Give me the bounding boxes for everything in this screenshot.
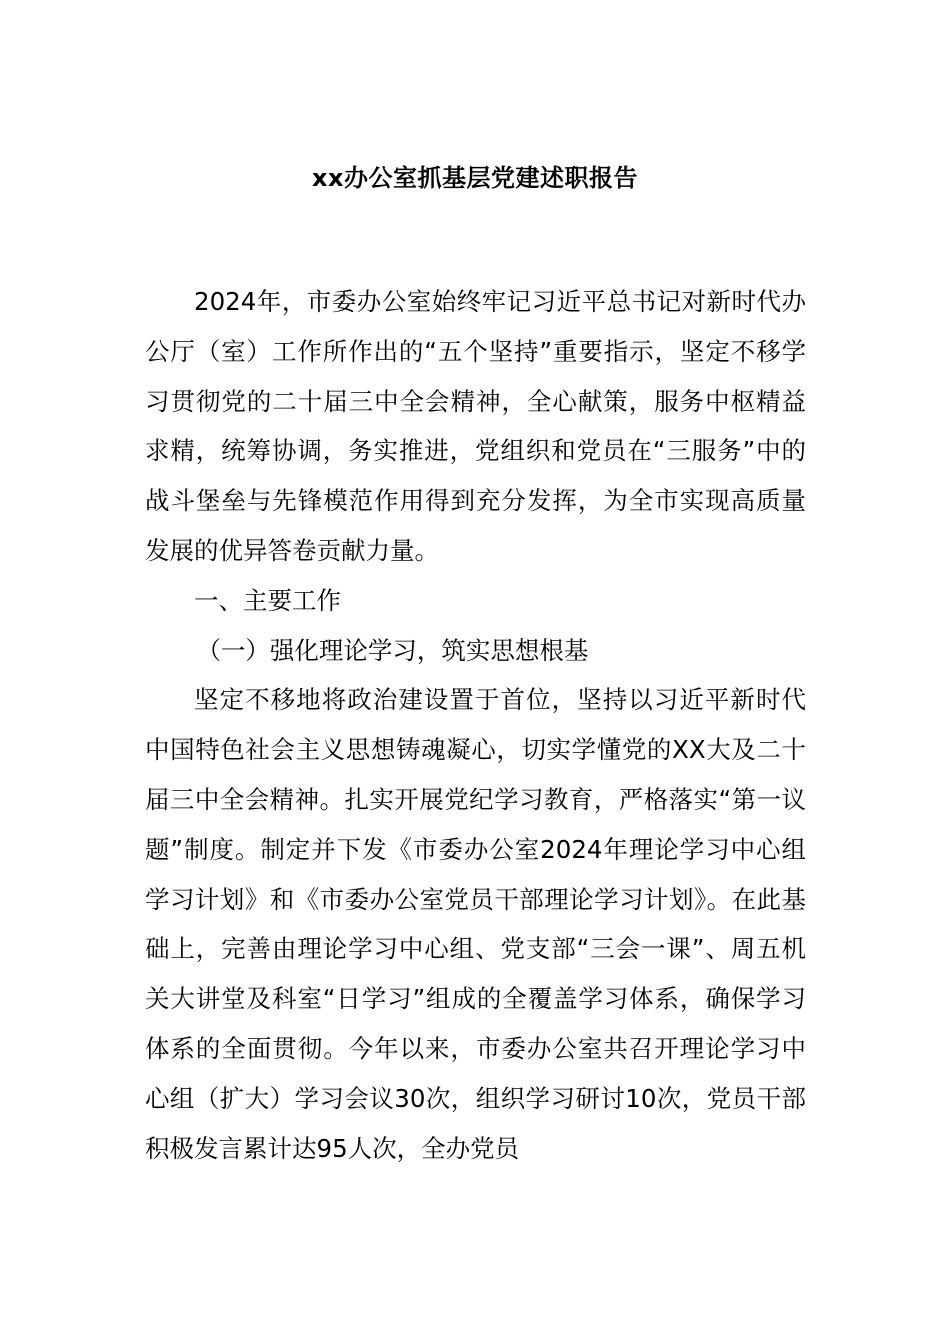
section-heading-main-work: 一、主要工作 bbox=[194, 585, 341, 615]
document-title: xx办公室抓基层党建述职报告 bbox=[312, 164, 638, 192]
intro-paragraph: 2024年，市委办公室始终牢记习近平总书记对新时代办公厅（室）工作所作出的“五个坚持”重要指示，坚定不移学习贯彻党的二十届三中全会精神，全心献策，服务中枢精益求精，统筹协调，务实推进，党组织和党员在“三服务”中的战斗堡垒与先锋模范作用得到充分发挥，为全市实现高质量发展的优异答卷贡献力量。 bbox=[145, 287, 806, 565]
subsection-heading-theory-study: （一）强化理论学习，筑实思想根基 bbox=[196, 635, 589, 665]
document-body bbox=[145, 277, 806, 1173]
subsection-body-paragraph: 坚定不移地将政治建设置于首位，坚持以习近平新时代中国特色社会主义思想铸魂凝心，切实学懂党的XX大及二十届三中全会精神。扎实开展党纪学习教育，严格落实“第一议题”制度。制定并下发《市委办公室2024年理论学习中心组学习计划》和《市委办公室党员干部理论学习计划》。在此基础上，完善由理论学习中心组、党支部“三会一课”、周五机关大讲堂及科室“日学习”组成的全覆盖学习体系，确保学习体系的全面贯彻。今年以来，市委办公室共召开理论学习中心组（扩大）学习会议30次，组织学习研讨10次，党员干部积极发言累计达95人次，全办党员 bbox=[145, 685, 806, 1163]
